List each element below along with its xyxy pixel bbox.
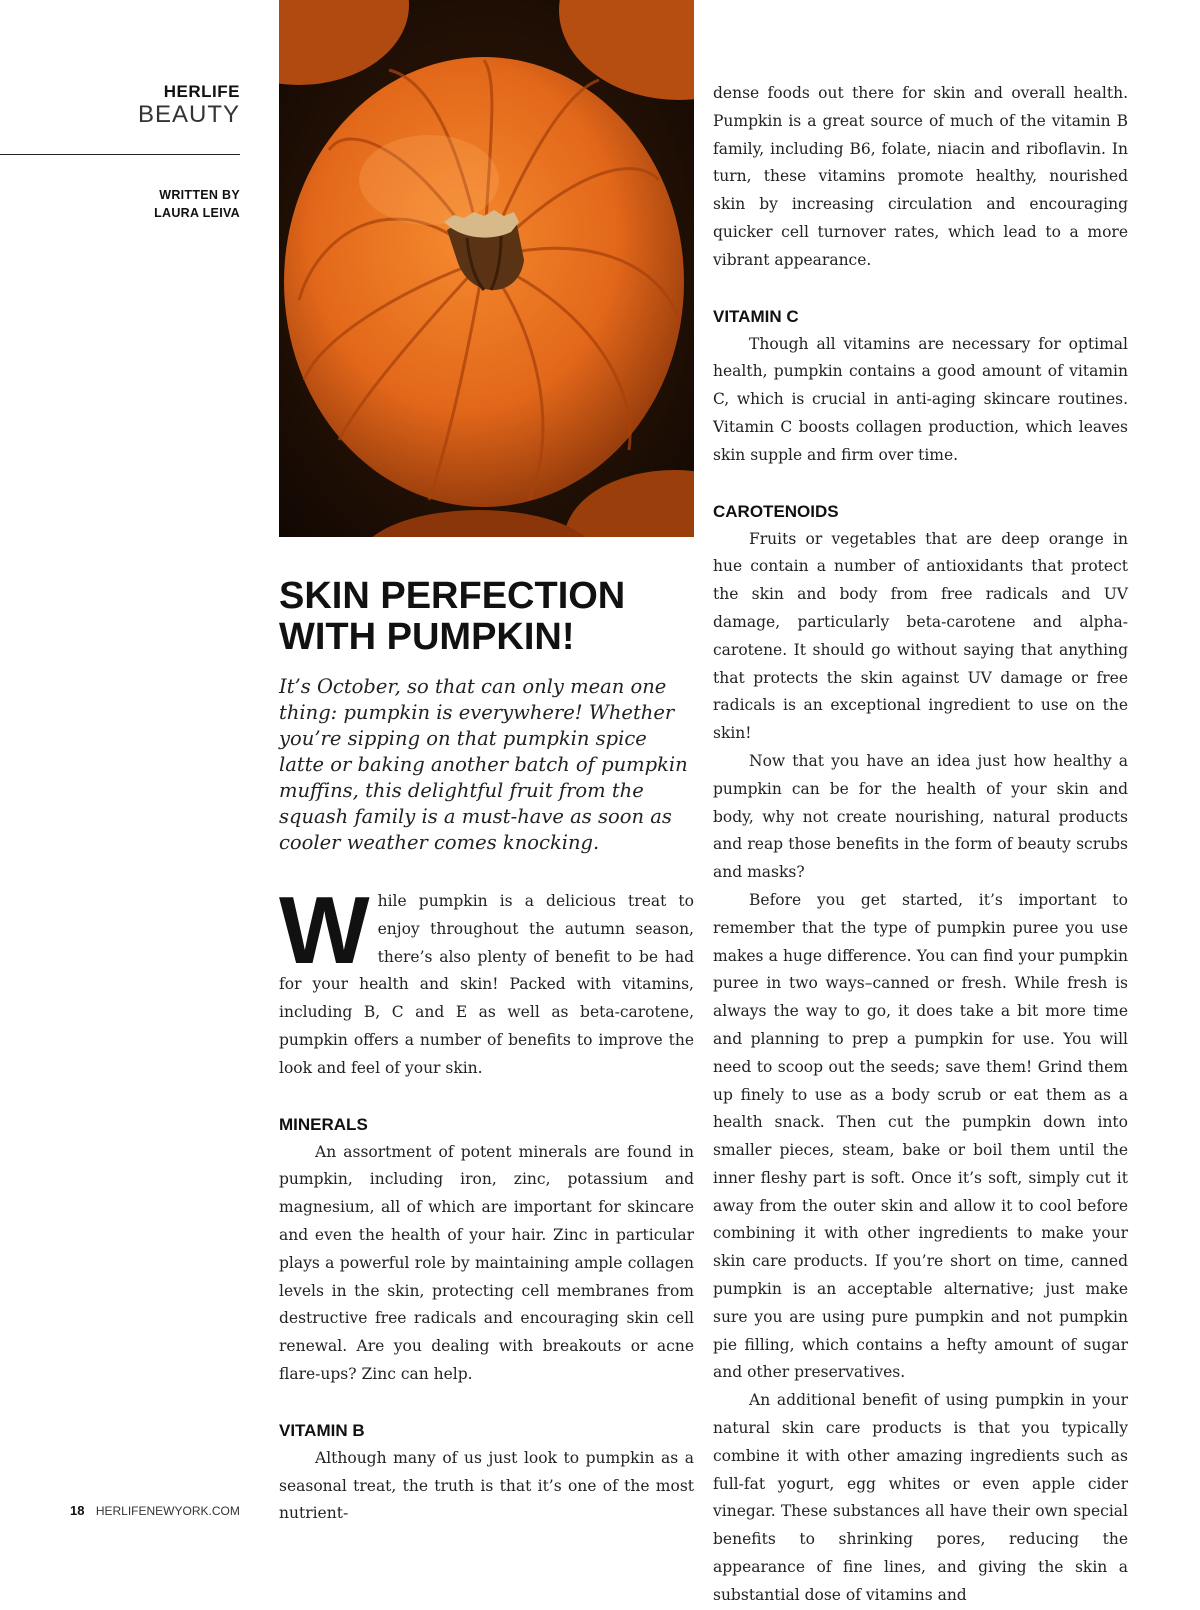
pumpkin-photo	[279, 0, 694, 537]
byline-label: WRITTEN BY	[159, 188, 240, 202]
now-paragraph: Now that you have an idea just how healthy a pumpkin can be for the health of your skin and body, why not create nourishing, natural products and reap those benefits in the form of beauty scrubs and masks?	[713, 751, 1128, 882]
minerals-heading: MINERALS	[279, 1114, 368, 1134]
minerals-paragraph: An assortment of potent minerals are found in pumpkin, including iron, zinc, potassium and magnesium, all of which are important for skincare and even the health of your hair. Zinc in particular plays a powerful role by maintaining ample collagen levels in the skin, protecting cell membranes from destructive free radicals and encouraging skin cell renewal. Are you dealing with breakouts or acne flare-ups? Zinc can help.	[279, 1142, 694, 1383]
author-name: LAURA LEIVA	[154, 206, 240, 220]
carotenoids-paragraph: Fruits or vegetables that are deep orange in hue contain a number of antioxidants that protect the skin and body from free radicals and UV damage, particularly beta-carotene and alpha-carotene. It should go without saying that anything that protects the skin against UV damage or free radicals is an exceptional ingredient to use on the skin!	[713, 529, 1128, 743]
before-paragraph: Before you get started, it’s important to remember that the type of pumpkin puree you use makes a huge difference. You can find your pumpkin puree in two ways–canned or fresh. While fresh is always the way to go, it does take a bit more time and planning to prep a pumpkin for use. You will need to scoop out the seeds; save them! Grind them up finely to use as a body scrub or eat them as a health snack. Then cut the pumpkin down into smaller pieces, steam, bake or boil them until the inner fleshy part is soft. Once it’s soft, simply cut it away from the outer skin and allow it to cool before combining it with other ingredients to make your skin care products. If you’re short on time, canned pumpkin is an acceptable alternative; just make sure you are using pure pumpkin and not pumpkin pie filling, which contains a hefty amount of sugar and other preservatives.	[713, 890, 1128, 1382]
page-footer	[70, 1503, 240, 1518]
vitamin-c-paragraph: Though all vitamins are necessary for optimal health, pumpkin contains a good amount of vitamin C, which is crucial in anti-aging skincare routines. Vitamin C boosts collagen production, which leaves skin supple and firm over time.	[713, 334, 1128, 464]
column-left	[279, 877, 694, 1528]
title-line-1: SKIN PERFECTION	[279, 575, 626, 617]
drop-cap: W	[279, 877, 370, 984]
column-right	[713, 80, 1128, 1610]
article-deck: It’s October, so that can only mean one thing: pumpkin is everywhere! Whether you’re sipping on that pumpkin spice latte or baking another batch of pumpkin muffins, this delightful fruit from the squash family is a must-have as soon as cooler weather comes knocking.	[279, 675, 688, 854]
byline	[154, 186, 240, 222]
vitamin-c-heading: VITAMIN C	[713, 306, 799, 326]
intro-paragraph	[279, 877, 694, 1083]
title-line-2: WITH PUMPKIN!	[279, 616, 575, 658]
brand-block	[138, 82, 240, 129]
page-number: 18	[70, 1503, 85, 1518]
website-link[interactable]: HERLIFENEWYORK.COM	[95, 1504, 240, 1518]
carotenoids-heading: CAROTENOIDS	[713, 501, 839, 521]
intro-text: hile pumpkin is a delicious treat to enjoy throughout the autumn season, there’s also plenty of benefit to be had for your health and skin! Packed with vitamins, including B, C and E as well as beta-carotene, pumpkin offers a number of benefits to improve the look and feel of your skin.	[279, 892, 694, 1077]
additional-paragraph: An additional benefit of using pumpkin in your natural skin care products is that you typically combine it with other amazing ingredients such as full-fat yogurt, egg whites or even apple cider vinegar. These substances all have their own special benefits to shrinking pores, reducing the appearance of fine lines, and giving the skin a substantial dose of vitamins and	[713, 1391, 1128, 1604]
vitamin-b-paragraph-end: dense foods out there for skin and overall health. Pumpkin is a great source of much of the vitamin B family, including B6, folate, niacin and riboflavin. In turn, these vitamins promote healthy, nourished skin by increasing circulation and encouraging quicker cell turnover rates, which lead to a more vibrant appearance.	[713, 84, 1128, 269]
divider	[0, 154, 240, 155]
vitamin-b-heading: VITAMIN B	[279, 1420, 365, 1440]
brand-name: HERLIFE	[163, 82, 240, 101]
section-name: BEAUTY	[137, 101, 240, 128]
vitamin-b-paragraph-start: Although many of us just look to pumpkin as a seasonal treat, the truth is that it’s one of the most nutrient-	[279, 1448, 694, 1523]
pumpkin-illustration	[279, 0, 694, 537]
article-title	[279, 576, 694, 658]
